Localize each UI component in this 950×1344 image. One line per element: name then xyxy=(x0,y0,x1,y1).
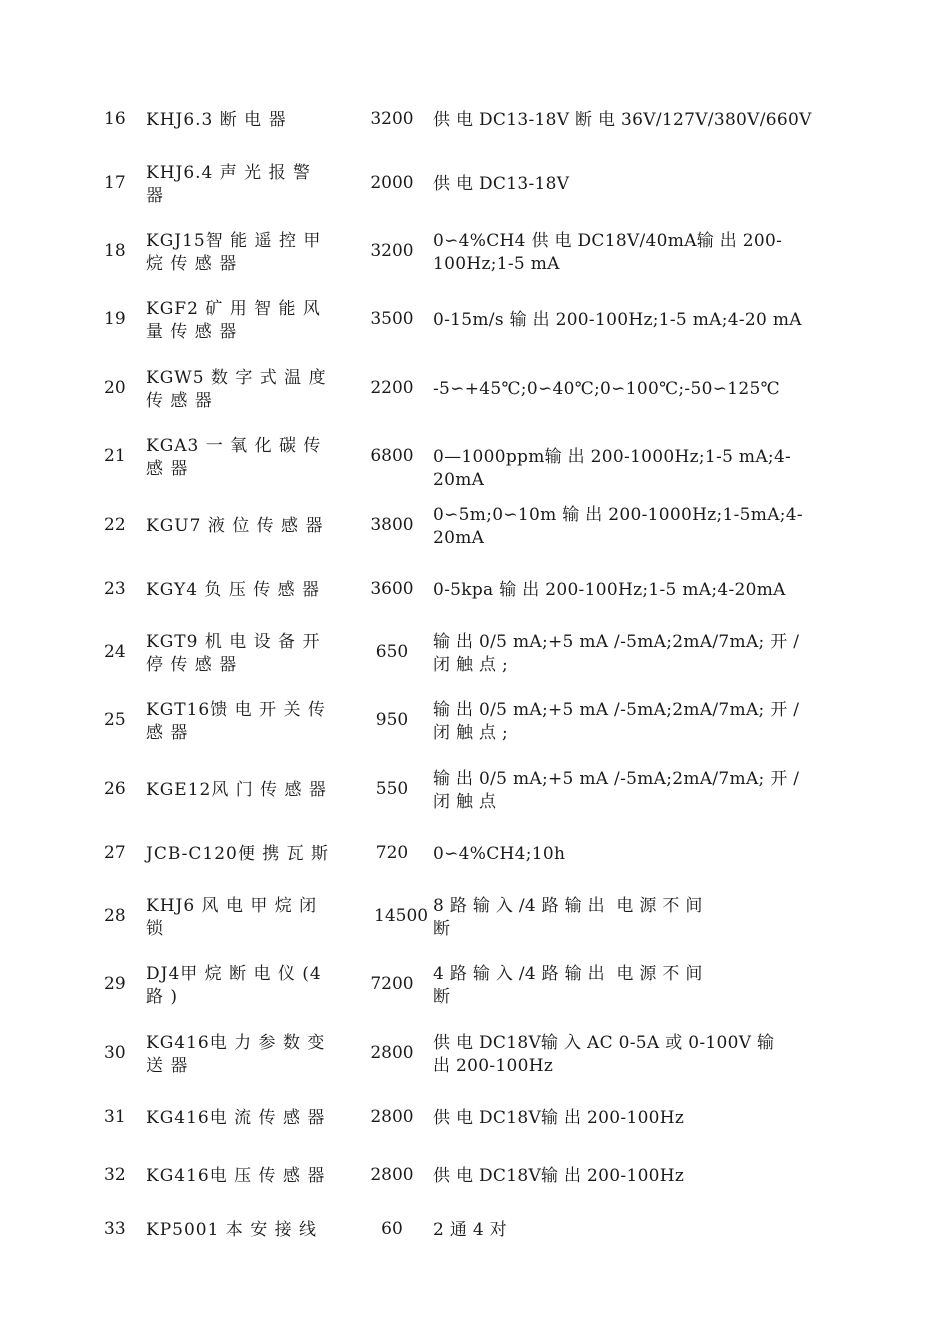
device-spec: 0∽4%CH4 供 电 DC18V/40mA输 出 200- 100Hz;1-5 mA xyxy=(433,231,783,274)
row-number: 18 xyxy=(104,241,126,261)
row-number: 32 xyxy=(104,1165,126,1185)
row-number: 26 xyxy=(104,779,126,799)
device-name: KGT16馈 电 开 关 传 感 器 xyxy=(146,700,326,743)
device-spec: 0∽4%CH4;10h xyxy=(433,844,566,864)
device-spec: 8 路 输 入 /4 路 输 出 电 源 不 间 断 xyxy=(433,896,703,939)
device-name: KGE12风 门 传 感 器 xyxy=(146,780,327,800)
device-spec: 供 电 DC13-18V xyxy=(433,174,570,194)
row-number: 31 xyxy=(104,1107,126,1127)
device-name: KHJ6.4 声 光 报 警 器 xyxy=(146,163,311,206)
device-spec: 输 出 0/5 mA;+5 mA /-5mA;2mA/7mA; 开 / 闭 触 点 ; xyxy=(433,632,800,675)
device-name: JCB-C120便 携 瓦 斯 xyxy=(146,844,330,864)
device-price: 7200 xyxy=(370,974,414,994)
device-price: 3800 xyxy=(370,515,414,535)
device-name: KGJ15智 能 遥 控 甲 烷 传 感 器 xyxy=(146,231,322,274)
device-price: 2800 xyxy=(370,1165,414,1185)
row-number: 24 xyxy=(104,642,126,662)
device-spec: 供 电 DC18V输 出 200-100Hz xyxy=(433,1166,685,1186)
row-number: 21 xyxy=(104,446,126,466)
device-name: KGF2 矿 用 智 能 风 量 传 感 器 xyxy=(146,299,321,342)
device-price: 6800 xyxy=(370,446,414,466)
row-number: 17 xyxy=(104,173,126,193)
device-price: 2000 xyxy=(370,173,414,193)
row-number: 27 xyxy=(104,843,126,863)
row-number: 25 xyxy=(104,710,126,730)
device-price: 3500 xyxy=(370,309,414,329)
row-number: 29 xyxy=(104,974,126,994)
row-number: 16 xyxy=(104,109,126,129)
device-name: KP5001 本 安 接 线 xyxy=(146,1220,318,1240)
row-number: 23 xyxy=(104,579,126,599)
device-price: 950 xyxy=(375,710,409,730)
device-spec: -5∽+45℃;0∽40℃;0∽100℃;-50∽125℃ xyxy=(433,379,780,399)
device-spec: 0∽5m;0∽10m 输 出 200-1000Hz;1-5mA;4- 20mA xyxy=(433,505,803,548)
row-number: 22 xyxy=(104,515,126,535)
device-spec: 0-15m/s 输 出 200-100Hz;1-5 mA;4-20 mA xyxy=(433,310,802,330)
device-name: KG416电 压 传 感 器 xyxy=(146,1166,326,1186)
device-spec: 0—1000ppm输 出 200-1000Hz;1-5 mA;4-20mA xyxy=(433,447,792,490)
device-spec: 供 电 DC18V输 入 AC 0-5A 或 0-100V 输 出 200-100Hz xyxy=(433,1033,775,1076)
device-spec: 供 电 DC18V输 出 200-100Hz xyxy=(433,1108,685,1128)
device-spec: 输 出 0/5 mA;+5 mA /-5mA;2mA/7mA; 开 / 闭 触 点 ; xyxy=(433,700,800,743)
device-name: KGW5 数 字 式 温 度 传 感 器 xyxy=(146,368,327,411)
row-number: 19 xyxy=(104,309,126,329)
device-spec: 4 路 输 入 /4 路 输 出 电 源 不 间 断 xyxy=(433,964,703,1007)
device-name: KGT9 机 电 设 备 开 停 传 感 器 xyxy=(146,632,321,675)
device-price: 2800 xyxy=(370,1043,414,1063)
device-spec: 供 电 DC13-18V 断 电 36V/127V/380V/660V xyxy=(433,110,812,130)
device-name: KHJ6 风 电 甲 烷 闭 锁 xyxy=(146,896,318,939)
device-name: KHJ6.3 断 电 器 xyxy=(146,110,287,130)
device-price: 650 xyxy=(375,642,409,662)
device-price: 720 xyxy=(375,843,409,863)
device-price: 60 xyxy=(381,1219,403,1239)
device-name: KGY4 负 压 传 感 器 xyxy=(146,580,321,600)
row-number: 33 xyxy=(104,1219,126,1239)
device-price: 3200 xyxy=(370,241,414,261)
device-price: 14500 xyxy=(374,906,429,926)
device-price: 3600 xyxy=(370,579,414,599)
device-spec: 输 出 0/5 mA;+5 mA /-5mA;2mA/7mA; 开 / 闭 触 点 xyxy=(433,769,800,812)
row-number: 28 xyxy=(104,906,126,926)
device-price: 2200 xyxy=(370,378,414,398)
device-price: 2800 xyxy=(370,1107,414,1127)
device-price: 3200 xyxy=(370,109,414,129)
device-name: KGA3 一 氧 化 碳 传 感 器 xyxy=(146,436,322,479)
device-spec: 2 通 4 对 xyxy=(433,1220,507,1240)
row-number: 20 xyxy=(104,378,126,398)
row-number: 30 xyxy=(104,1043,126,1063)
device-name: KGU7 液 位 传 感 器 xyxy=(146,516,324,536)
device-name: KG416电 力 参 数 变 送 器 xyxy=(146,1033,326,1076)
device-spec: 0-5kpa 输 出 200-100Hz;1-5 mA;4-20mA xyxy=(433,580,786,600)
device-price: 550 xyxy=(375,779,409,799)
device-name: KG416电 流 传 感 器 xyxy=(146,1108,326,1128)
device-name: DJ4甲 烷 断 电 仪 (4 路 ) xyxy=(146,964,322,1007)
